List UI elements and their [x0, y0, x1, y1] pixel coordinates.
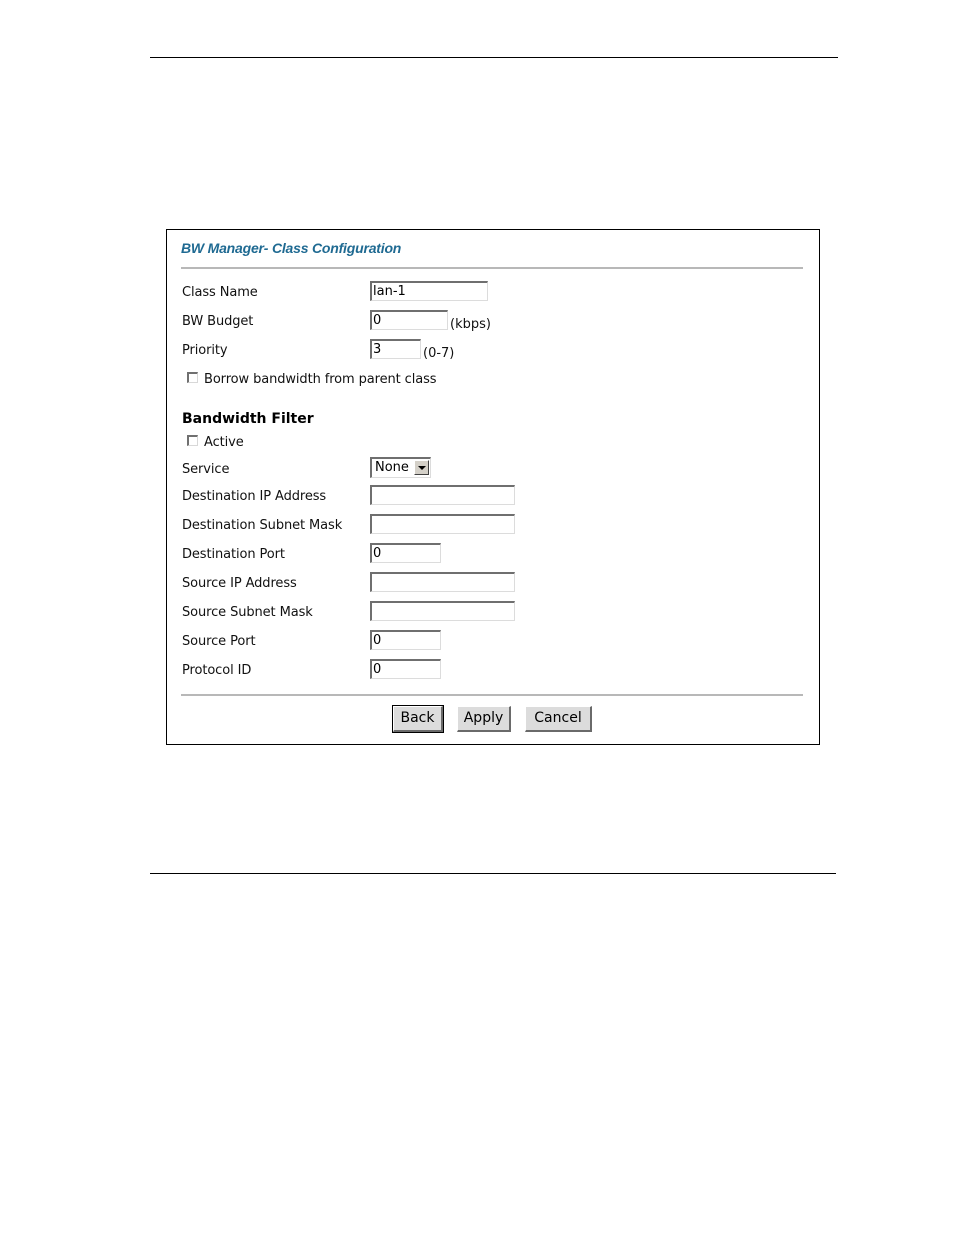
- borrow-bandwidth-checkbox[interactable]: [187, 372, 198, 383]
- dest-mask-label: Destination Subnet Mask: [182, 518, 343, 533]
- service-label: Service: [182, 462, 230, 477]
- priority-input[interactable]: 3: [370, 339, 421, 359]
- borrow-bandwidth-label: Borrow bandwidth from parent class: [204, 372, 437, 387]
- active-label: Active: [204, 435, 244, 450]
- src-mask-input[interactable]: [370, 601, 515, 621]
- src-mask-label: Source Subnet Mask: [182, 605, 313, 620]
- dest-mask-input[interactable]: [370, 514, 515, 534]
- dest-port-label: Destination Port: [182, 547, 285, 562]
- class-configuration-panel: [166, 229, 820, 745]
- footer-divider: [181, 694, 803, 696]
- bw-budget-label: BW Budget: [182, 314, 254, 329]
- bandwidth-filter-heading: Bandwidth Filter: [182, 411, 314, 427]
- src-port-input[interactable]: 0: [370, 630, 441, 650]
- active-checkbox[interactable]: [187, 435, 198, 446]
- title-divider: [181, 267, 803, 269]
- src-ip-label: Source IP Address: [182, 576, 297, 591]
- page-top-rule: [150, 57, 838, 58]
- service-select[interactable]: [370, 457, 431, 478]
- apply-button[interactable]: Apply: [457, 706, 511, 732]
- cancel-button[interactable]: Cancel: [525, 706, 592, 732]
- bw-budget-unit: (kbps): [450, 317, 491, 332]
- protocol-id-input[interactable]: 0: [370, 659, 441, 679]
- protocol-id-label: Protocol ID: [182, 663, 252, 678]
- class-name-label: Class Name: [182, 285, 258, 300]
- src-ip-input[interactable]: [370, 572, 515, 592]
- priority-label: Priority: [182, 343, 228, 358]
- dest-ip-input[interactable]: [370, 485, 515, 505]
- class-name-input[interactable]: lan-1: [370, 281, 488, 301]
- chevron-down-icon[interactable]: [414, 460, 429, 475]
- panel-title: BW Manager- Class Configuration: [181, 240, 402, 256]
- bw-budget-input[interactable]: 0: [370, 310, 448, 330]
- src-port-label: Source Port: [182, 634, 256, 649]
- page-bottom-rule: [150, 873, 836, 874]
- service-selected-value: None: [375, 460, 409, 475]
- back-button[interactable]: Back: [393, 706, 443, 732]
- dest-port-input[interactable]: 0: [370, 543, 441, 563]
- dest-ip-label: Destination IP Address: [182, 489, 327, 504]
- priority-range: (0-7): [423, 346, 455, 361]
